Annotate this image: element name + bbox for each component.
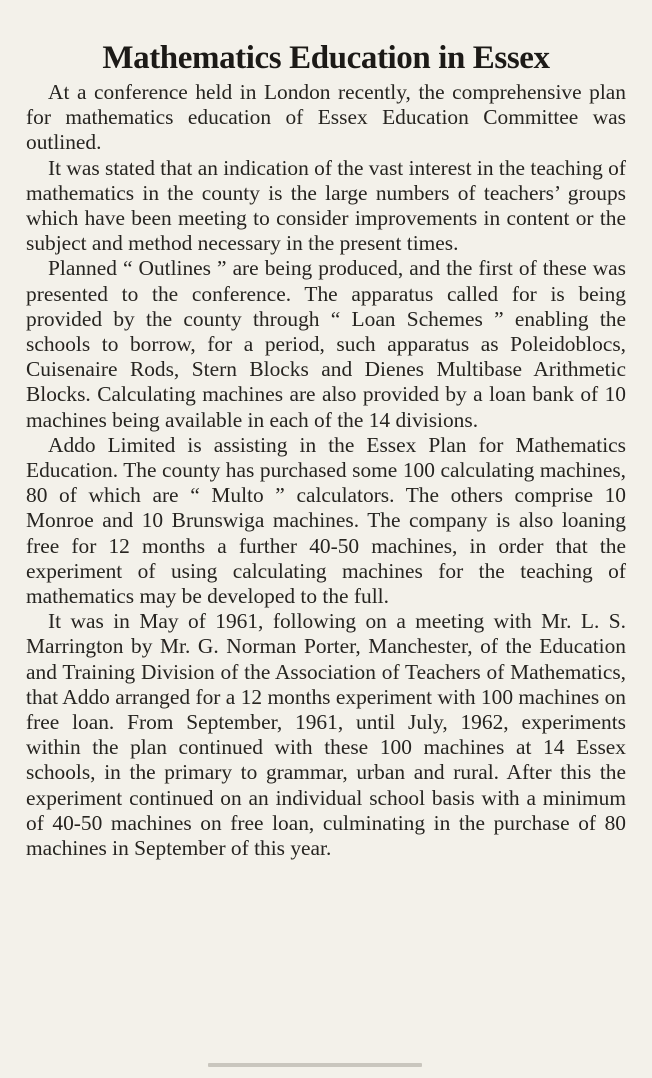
paragraph-history: It was in May of 1961, following on a meeting with Mr. L. S. Marrington by Mr. G. Norman Porter, Manchester, of the Education and Training Division of the Association of Teachers of Mathematics, that Addo arranged for a 12 months experiment with 100 machines on free loan. From September, 1961, until July, 1962, experiments within the plan continued with these 100 machines at 14 Essex schools, in the primary to grammar, urban and rural. After this the experiment continued on an individual school basis with a minimum of 40-50 machines on free loan, culminating in the purchase of 80 machines in September of this year.	[26, 609, 626, 861]
paragraph-interest: It was stated that an indication of the vast interest in the teaching of mathematics in the county is the large numbers of teachers’ groups which have been meeting to consider improvements in content or the subject and method necessary in the present times.	[26, 155, 626, 256]
paragraph-conference: At a conference held in London recently, the comprehensive plan for mathematics education of Essex Education Committee was outlined.	[26, 80, 626, 155]
paragraph-addo: Addo Limited is assisting in the Essex Plan for Mathematics Education. The county has purchased some 100 calculating machines, 80 of which are “ Multo ” calculators. The others comprise 10 Monroe and 10 Brunswiga machines. The company is also loaning free for 12 months a further 40-50 machines, in order that the experiment of using calculating machines for the teaching of mathematics may be developed to the full.	[26, 432, 626, 609]
article-title: Mathematics Education in Essex	[102, 40, 550, 76]
section-divider	[208, 1063, 422, 1067]
paragraph-outlines: Planned “ Outlines ” are being produced, and the first of these was presented to the conference. The apparatus called for is being provided by the county through “ Loan Schemes ” enabling the schools to borrow, for a period, such apparatus as Poleidoblocs, Cuisenaire Rods, Stern Blocks and Dienes Multibase Arithmetic Blocks. Calculating machines are also provided by a loan bank of 10 machines being available in each of the 14 divisions.	[26, 256, 626, 432]
